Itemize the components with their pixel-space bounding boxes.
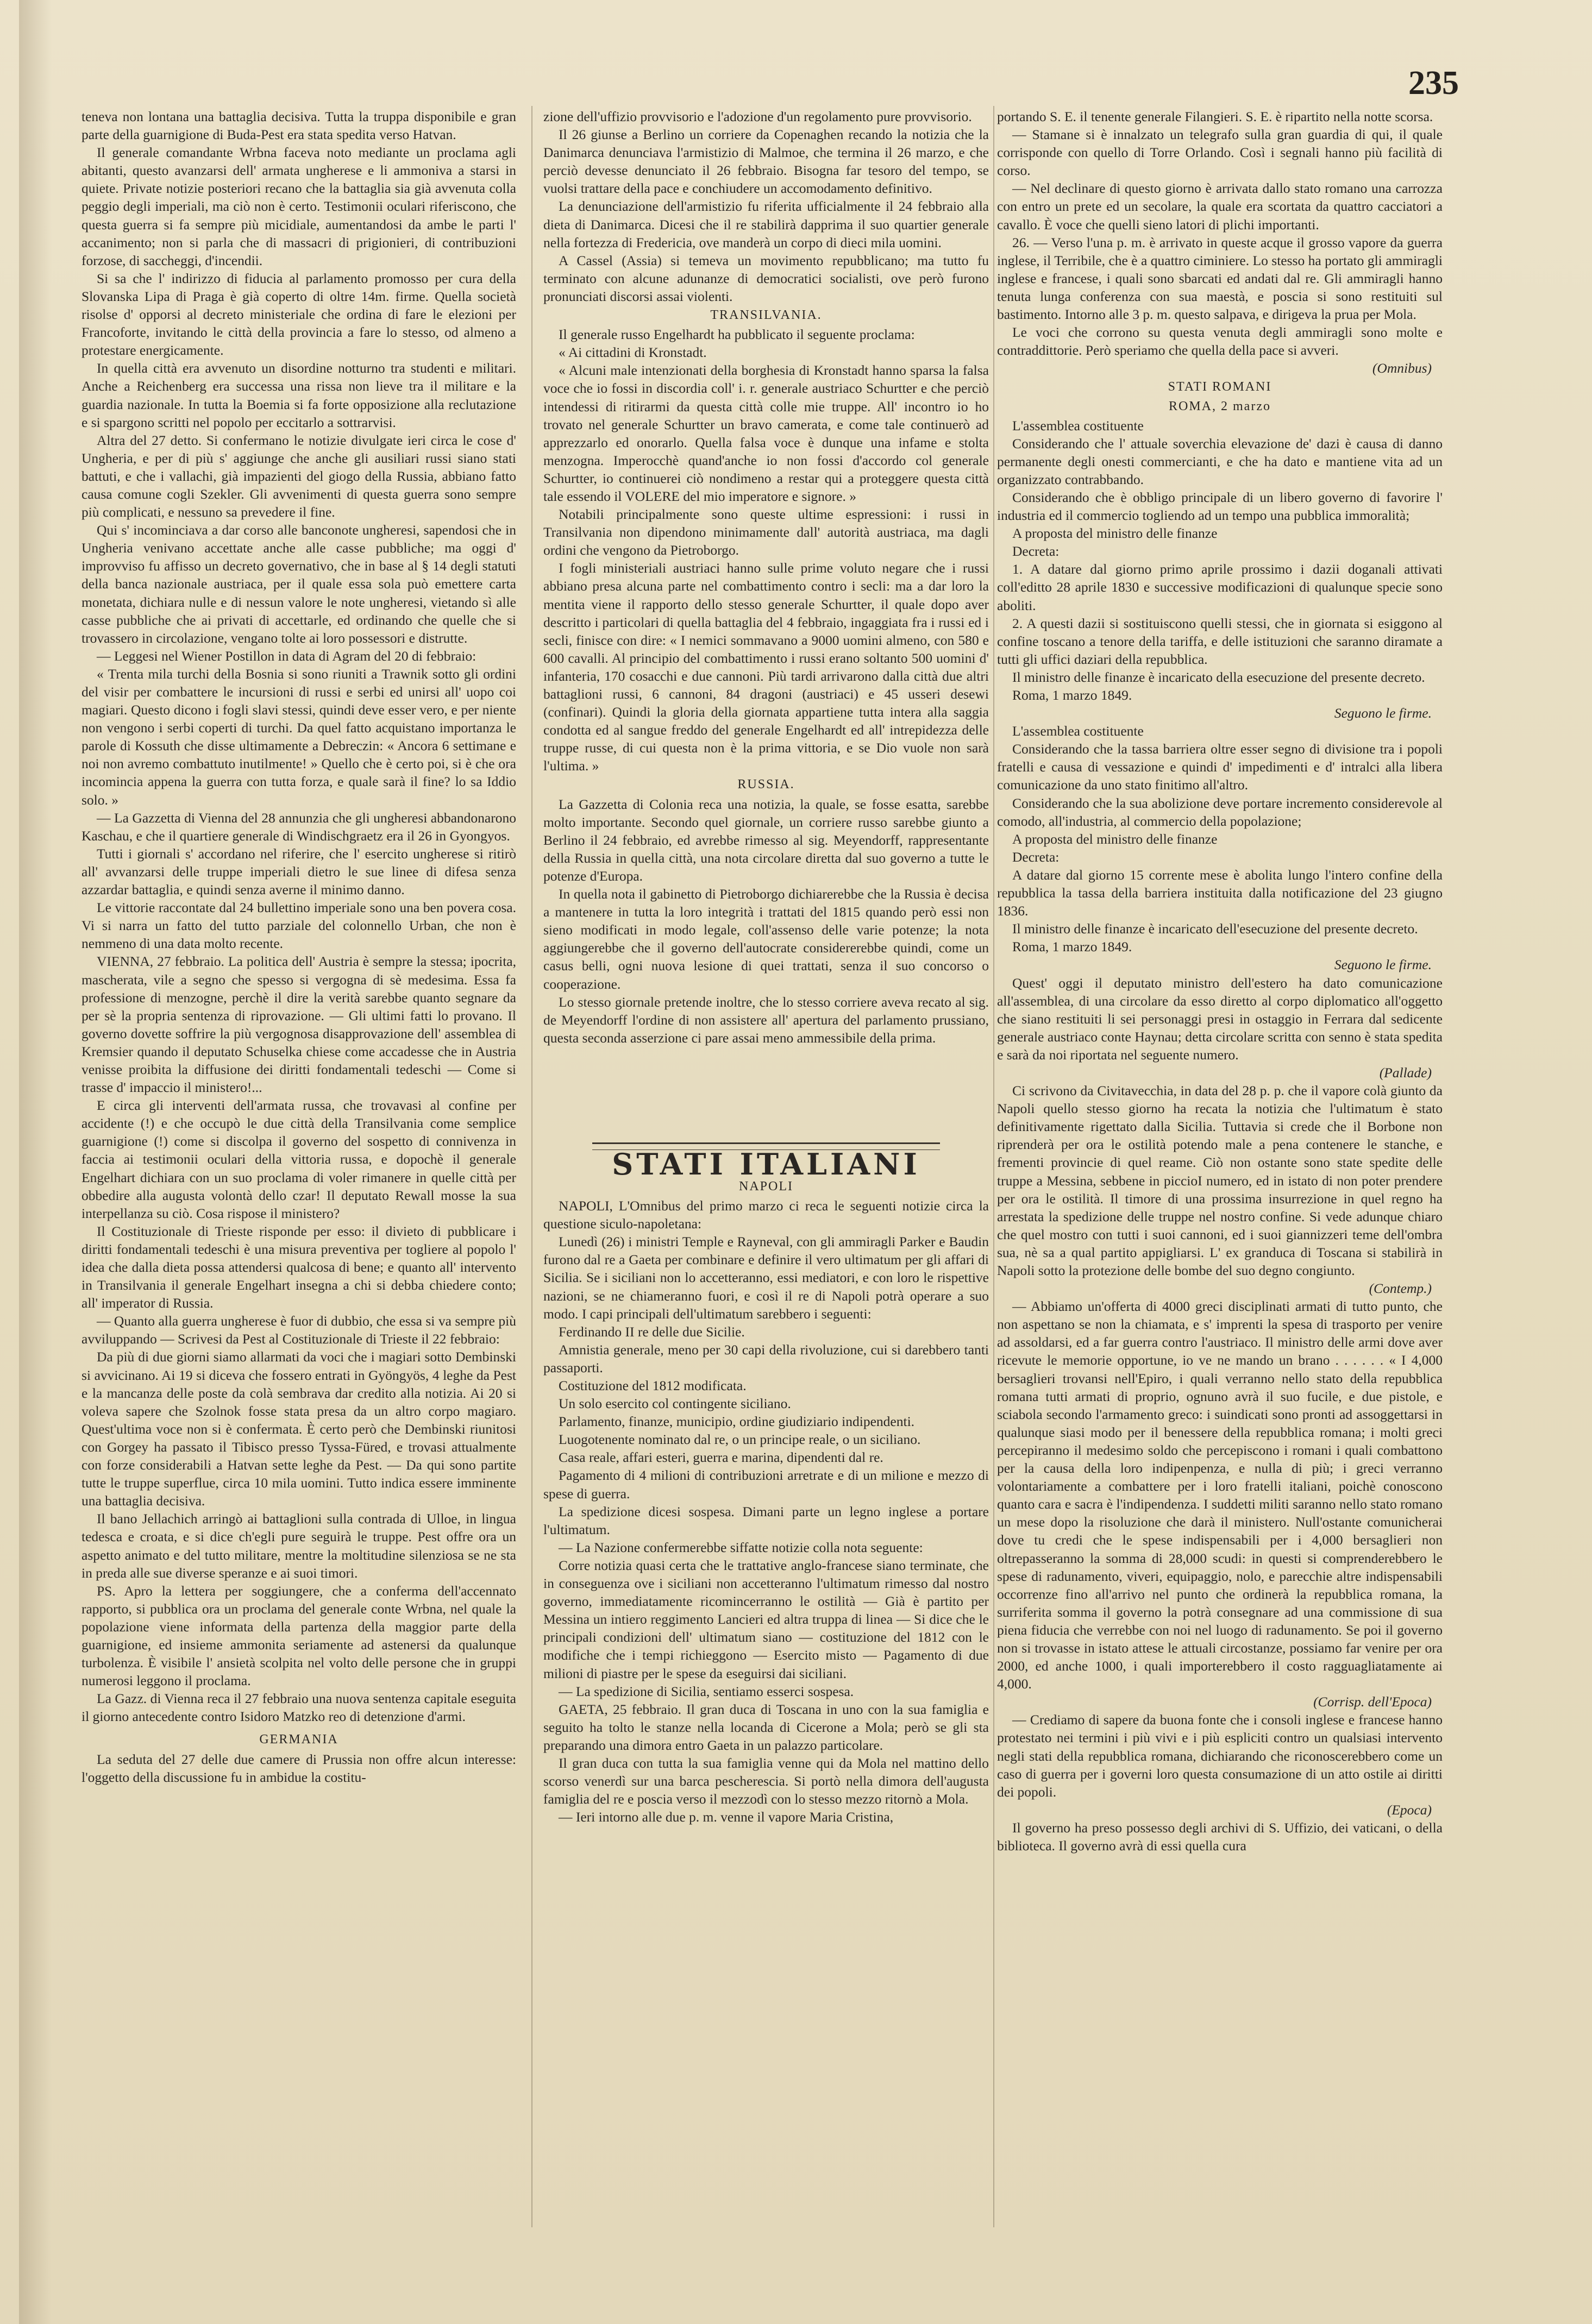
article-paragraph: Corre notizia quasi certa che le trattative anglo-francese siano terminate, che in conseguenza ove i siciliani non accetteranno l'ultimatum rimesso dal nostro governo, immediatamente ricomincerranno le ostilità — Già è partito per Messina un intiero reggimento Lancieri ed altra truppa di linea — Si dice che le principali condizioni dell' ultimatum siano — costituzione del 1812 con le modifiche che i tempi richieggono — Esercito misto — Pagamento di due milioni di piastre per le spese da eseguirsi dai siciliani. xyxy=(543,1557,989,1681)
section-heading-transilvania: TRANSILVANIA. xyxy=(710,308,822,323)
article-paragraph: Costituzione del 1812 modificata. xyxy=(559,1378,747,1393)
article-paragraph: Altra del 27 detto. Si confermano le notizie divulgate ieri circa le cose d' Ungheria, e per di più s' aggiunge che anche gli ausiliari russi siano stati battuti, e che i vallachi, già impazienti del giogo della Russia, abbiano fatto causa comune cogli Szekler. Gli avvenimenti di questa guerra sono sempre più complicati, e nessuno sa prevedere il fine. xyxy=(82,432,516,520)
article-paragraph: 2. A questi dazii si sostituiscono quelli stessi, che in giornata si esiggono al confine toscano a tenore della tariffa, e delle istituzioni che saranno diramate a tutti gli uffici daziari della repubblica. xyxy=(997,615,1443,667)
article-paragraph: GAETA, 25 febbraio. Il gran duca di Toscana in uno con la sua famiglia e seguito ha tolto le stanze nella locanda di Cicerone a Mola; però se gli sta preparando una dimora entro Gaeta in un palazzo particolare. xyxy=(543,1701,989,1753)
article-paragraph: Considerando che la sua abolizione deve portare incremento considerevole al comodo, all'industria, al commercio della popolazione; xyxy=(997,795,1443,829)
column-2-paragraphs-b xyxy=(543,325,989,775)
article-paragraph: Il Costituzionale di Trieste risponde per esso: il divieto di pubblicare i diritti fondamentali tedeschi è una misura preventiva per togliere al popolo l' idea che dalla dieta possa attendersi qualcosa di bene; e quanto all' intervento in Transilvania il generale Engelhart insegna a chi si debba chiedere conto; all' imperator di Russia. xyxy=(82,1223,516,1311)
section-heading-stati-romani: STATI ROMANI xyxy=(1168,380,1272,394)
article-paragraph: « Ai cittadini di Kronstadt. xyxy=(559,344,707,361)
article-paragraph: Un solo esercito col contingente siciliano. xyxy=(559,1396,791,1412)
column-1 xyxy=(82,108,516,1786)
article-paragraph: — La Nazione confermerebbe siffatte notizie colla nota seguente: xyxy=(559,1539,923,1555)
column-3-paragraphs-g xyxy=(997,1711,1443,1800)
article-paragraph: Si sa che l' indirizzo di fiducia al parlamento promosso per cura della Slovanska Lipa di Praga è già coperto di oltre 14m. firme. Quella società risolse d' opporsi al decreto ministeriale che ordina di fare le elezioni per Francoforte, invitando le città della provincia a fare lo stesso, od almeno a protestare energicamente. xyxy=(82,270,516,359)
article-paragraph: Il generale comandante Wrbna faceva noto mediante un proclama agli abitanti, questo avanzarsi dell' armata ungherese e li ammoniva a starsi in quiete. Private notizie posteriori recano che la battaglia sia già avvenuta colla peggio degli imperiali, ma ciò non è certo. Testimonii oculari riferiscono, che questa guerra si fa sempre più micidiale, aumentandosi da ambe le parti l' accanimento; non si parla che di massacri di prigionieri, di contribuzioni forzose, di saccheggi, d'incendii. xyxy=(82,145,516,268)
column-3-paragraphs-e xyxy=(997,1082,1443,1279)
column-3-paragraphs-f xyxy=(997,1297,1443,1693)
column-rule xyxy=(993,106,994,2227)
article-paragraph: Amnistia generale, meno per 30 capi della rivoluzione, cui si darebbero tanti passaporti. xyxy=(543,1341,989,1375)
column-3-paragraphs-d xyxy=(997,974,1443,1064)
article-paragraph: A proposta del ministro delle finanze xyxy=(1012,525,1218,542)
column-2-paragraphs-d xyxy=(543,1197,989,1826)
article-paragraph: Il bano Jellachich arringò ai battaglioni sulla contrada di Ulloe, in lingua tedesca e croata, e si dice ch'egli pure seguirà le truppe. Pest offre ora un aspetto animato e del tutto militare, mentre la moltitudine silenziosa se ne sta in preda alle sue diverse speranze e ai suoi timori. xyxy=(82,1511,516,1581)
article-paragraph: — Leggesi nel Wiener Postillon in data di Agram del 20 di febbraio: xyxy=(97,648,477,664)
article-paragraph: Parlamento, finanze, municipio, ordine giudiziario indipendenti. xyxy=(559,1414,915,1430)
article-paragraph: Il ministro delle finanze è incaricato della esecuzione del presente decreto. xyxy=(1012,669,1425,685)
article-paragraph: Le voci che corrono su questa venuta degli ammiragli sono molte e contraddittorie. Però speriamo che quella della pace si avveri. xyxy=(997,324,1443,359)
column-2 xyxy=(543,108,989,1826)
assemblea-heading-2: L'assemblea costituente xyxy=(1012,723,1144,739)
article-paragraph: NAPOLI, L'Omnibus del primo marzo ci reca le seguenti notizie circa la questione siculo-napoletana: xyxy=(543,1198,989,1232)
column-3-paragraphs-b xyxy=(997,435,1443,704)
article-paragraph: — La spedizione di Sicilia, sentiamo esserci sospesa. xyxy=(559,1683,854,1699)
article-paragraph: La Gazz. di Vienna reca il 27 febbraio una nuova sentenza capitale eseguita il giorno antecedente contro Isidoro Matzko reo di detenzione d'armi. xyxy=(82,1691,516,1725)
article-paragraph: Notabili principalmente sono queste ultime espressioni: i russi in Transilvania non dipendono minimamente dall' autorità austriaca, ma dagli ordini che vengono da Pietroborgo. xyxy=(543,506,989,558)
article-paragraph: La spedizione dicesi sospesa. Dimani parte un legno inglese a portare l'ultimatum. xyxy=(543,1503,989,1537)
article-paragraph: Decreta: xyxy=(1012,849,1060,865)
article-paragraph: A Cassel (Assia) si temeva un movimento repubblicano; ma tutto fu terminato con alcune adunanze di democratici socialisti, ove però furono pronunciati discorsi assai violenti. xyxy=(543,252,989,304)
article-paragraph: A proposta del ministro delle finanze xyxy=(1012,831,1218,847)
column-3-paragraphs-c xyxy=(997,740,1443,956)
article-paragraph: Considerando che è obbligo principale di un libero governo di favorire l' industria ed il commercio togliendo ad un tempo una pubblica immoralità; xyxy=(997,489,1443,524)
column-rule xyxy=(531,106,532,2227)
section-heading-stati-italiani: STATI ITALIANI xyxy=(612,1146,920,1182)
column-2-paragraphs-c xyxy=(543,795,989,1047)
germania-paragraph: La seduta del 27 delle due camere di Prussia non offre alcun interesse: l'oggetto della discussione fu in ambidue la costitu- xyxy=(82,1751,516,1785)
section-heading-napoli: NAPOLI xyxy=(739,1179,793,1194)
article-paragraph: La denunciazione dell'armistizio fu riferita ufficialmente il 24 febbraio alla dieta di Danimarca. Dicesi che il re stabilirà dapprima il suo quartier generale nella fortezza di Fredericia, ove manderà un corpo di dieci mila uomini. xyxy=(543,198,989,250)
article-paragraph: Il governo ha preso possesso degli archivi di S. Uffizio, dei vaticani, o della biblioteca. Il governo avrà di essi quella cura xyxy=(997,1819,1443,1854)
article-paragraph: — Quanto alla guerra ungherese è fuor di dubbio, che essa si va sempre più avviluppando — Scrivesi da Pest al Costituzionale di Trieste il 22 febbraio: xyxy=(82,1313,516,1347)
source-pallade: (Pallade) xyxy=(1379,1064,1432,1081)
article-paragraph: Considerando che la tassa barriera oltre esser segno di divisione tra i popoli fratelli e causa di vessazione e quindi d' impedimenti e d' intralci alla libera comunicazione da uno stato finitimo all'altro. xyxy=(997,741,1443,793)
article-paragraph: Le vittorie raccontate dal 24 bullettino imperiale sono una ben povera cosa. Vi si narra un fatto del tutto parziale del colonnello Urban, che non è nemmeno di una data molto recente. xyxy=(82,900,516,952)
source-epoca-1: (Corrisp. dell'Epoca) xyxy=(1313,1694,1432,1710)
article-paragraph: 1. A datare dal giorno primo aprile prossimo i dazii doganali attivati coll'editto 28 aprile 1830 e successive modificazioni di qualunque specie sono aboliti. xyxy=(997,561,1443,613)
article-paragraph: zione dell'uffizio provvisorio e l'adozione d'un regolamento pure provvisorio. xyxy=(543,109,972,124)
source-epoca-2: (Epoca) xyxy=(1387,1801,1432,1818)
article-paragraph: — Stamane si è innalzato un telegrafo sulla gran guardia di qui, il quale corrisponde con quello di Torre Orlando. Così i segnali hanno più facilità di corso. xyxy=(997,127,1443,179)
column-3 xyxy=(997,108,1443,1855)
article-paragraph: teneva non lontana una battaglia decisiva. Tutta la truppa disponibile e gran parte della guarnigione di Buda-Pest era stata spedita verso Hatvan. xyxy=(82,109,516,143)
article-paragraph: In quella città era avvenuto un disordine notturno tra studenti e militari. Anche a Reichenberg era successa una rissa non lieve tra il militare e la guardia nazionale. In tutta la Boemia si fa forte opposizione alla reclutazione e si spargono scritti nel popolo per eccitarlo a sottrarvisi. xyxy=(82,360,516,430)
article-paragraph: PS. Apro la lettera per soggiungere, che a conferma dell'accennato rapporto, si pubblica ora un proclama del generale conte Wrbna, nel quale la popolazione viene informata della partenza della maggior parte della guarnigione, ed insieme ammonita seriamente ad astenersi da qualunque turbolenza. È visibile l' ansietà scolpita nel volto delle persone che in gruppi numerosi leggono il proclama. xyxy=(82,1582,516,1689)
article-paragraph: A datare dal giorno 15 corrente mese è abolita lungo l'intero confine della repubblica la tassa della barriera instituita dalla notificazione del 23 giugno 1836. xyxy=(997,866,1443,919)
article-paragraph: Lo stesso giornale pretende inoltre, che lo stesso corriere aveva recato al sig. de Meyendorff l'ordine di non assistere all' apertura del parlamento prussiano, questa seconda asserzione ci pare assai meno ammessibile della prima. xyxy=(543,994,989,1046)
article-paragraph: Il generale russo Engelhardt ha pubblicato il seguente proclama: xyxy=(559,326,915,343)
source-omnibus: (Omnibus) xyxy=(1372,360,1432,376)
article-paragraph: Luogotenente nominato dal re, o un principe reale, o un siciliano. xyxy=(559,1431,921,1448)
column-1-paragraphs xyxy=(82,108,516,1725)
article-paragraph: Tutti i giornali s' accordano nel riferire, che l' esercito ungherese si ritirò all' avvanzarsi delle truppe imperiali dietro le sue linee di difesa senza azzardar battaglia, e quindi senza averne il minimo danno. xyxy=(82,845,516,898)
article-paragraph: 26. — Verso l'una p. m. è arrivato in queste acque il grosso vapore da guerra inglese, il Terribile, che è a quattro ciminiere. Lo stesso ha portato gli ammiragli inglese e francese, i quali sono sbarcati ed andati dal re. Gli ammiragli hanno tenuta lunga conferenza con sua maestà, e poscia si sono restituiti sul bastimento. Intorno alle 3 p. m. questo salpava, e dirigeva la prua per Mola. xyxy=(997,234,1443,323)
article-paragraph: Casa reale, affari esteri, guerra e marina, dipendenti dal re. xyxy=(559,1449,883,1466)
article-paragraph: « Alcuni male intenzionati della borghesia di Kronstadt hanno sparsa la falsa voce che io fossi in discordia coll' i. r. generale austriaco Schurtter e che perciò intendessi di ritirarmi da questa città colle mie truppe. All' incontro io ho trovato nel generale Schurtter un bravo camerata, e come tale continuerò ad apprezzarlo ed onorarlo. Quella falsa voce è dunque una infame e stolta menzogna. Imperocchè quand'anche io non fossi d'accordo col generale Schurtter, io continuerei ciò nondimeno a restar qui a proteggere questa città tale essendo il VOLERE del mio imperatore e signore. » xyxy=(543,362,989,504)
article-paragraph: Ci scrivono da Civitavecchia, in data del 28 p. p. che il vapore colà giunto da Napoli quello stesso giorno ha recata la notizia che l'ultimatum è stato definitivamente rigettato dalla Sicilia. Tuttavia si crede che il Borbone non riprenderà per ora le ostilità potendo male a pena contenere le stanche, e frementi provincie di quel reame. Ciò non ostante sono state spedite delle truppe a Messina, sebbene in piccioI numero, ed in istato di non poter prendere per ora le ostilità. Il timore di una prossima insurrezione in quel regno ha arrestata la spedizione delle truppe nel nostro confine. Si vede adunque chiaro che quel mostro con tutti i suoi cannoni, ed i suoi giannizzeri teme dell'ombra sua, nè sa a qual partito appigliarsi. L' ex granduca di Toscana si stabilirà in Napoli sotto la protezione delle bombe del suo degno congiunto. xyxy=(997,1083,1443,1278)
article-paragraph: VIENNA, 27 febbraio. La politica dell' Austria è sempre la stessa; ipocrita, mascherata, vile a segno che spesso si vergogna di sè medesima. Essa fa professione di menzogne, perchè il dire la verità sarebbe quanto segnare da per sè la propria sentenza di riprovazione. — Gli ultimi fatti lo provano. Il governo dovette soffrire la più vergognosa disapprovazione dell' assemblea di Kremsier quando il deputato Schuselka chiese come accadesse che in Austria venisse proibita la diffusione dei diritti fondamentali tedeschi — Come si trasse d' impaccio il ministero!... xyxy=(82,953,516,1096)
article-paragraph: Pagamento di 4 milioni di contribuzioni arretrate e di un milione e mezzo di spese di guerra. xyxy=(543,1467,989,1502)
section-heading-germania: GERMANIA xyxy=(259,1732,339,1747)
column-3-paragraphs-h xyxy=(997,1819,1443,1855)
signature-line-2: Seguono le firme. xyxy=(1334,957,1432,973)
article-paragraph: Da più di due giorni siamo allarmati da voci che i magiari sotto Dembinski si avvicinano. Ai 19 si diceva che fossero entrati in Gyöngyös, 4 leghe da Pest e la mancanza delle poste da colà sembrava dar credito alla notizia. Ai 20 si voleva sapere che Szolnok fosse stata presa da un altro corpo magiaro. Quest'ultima voce non si è confermata. È certo però che Dembinski riunitosi con Gorgey ha passato il Tibisco presso Tyssa-Füred, e trovasi attualmente con forze considerabili a Hatvan sette leghe da Pest. — Da qui sono partite tutte le truppe superflue, circa 10 mila uomini. Tutto indica essere imminente una battaglia decisiva. xyxy=(82,1349,516,1509)
article-paragraph: — La Gazzetta di Vienna del 28 annunzia che gli ungheresi abbandonarono Kaschau, e che il quartiere generale di Windischgraetz era il 26 in Gyongyos. xyxy=(82,809,516,844)
article-paragraph: La Gazzetta di Colonia reca una notizia, la quale, se fosse esatta, sarebbe molto importante. Secondo quel giornale, un corriere russo sarebbe giunto a Berlino il 24 febbraio, ed avrebbe rimesso al sig. Meyendorff, rappresentante della Russia in quella città, una nota circolare diretta dal suo governo a tutte le potenze d'Europa. xyxy=(543,796,989,884)
article-paragraph: Quest' oggi il deputato ministro dell'estero ha dato comunicazione all'assemblea, di una circolare da esso diretto al corpo diplomatico all'oggetto che siano restituiti li sei personaggi presi in ostaggio in Ferrara dal sedicente generale austriaco conte Haynau; detta circolare scritta con senno è stata spedita e sarà da noi riportata nel seguente numero. xyxy=(997,975,1443,1063)
article-paragraph: In quella nota il gabinetto di Pietroborgo dichiarerebbe che la Russia è decisa a mantenere in tutta la loro integrità i trattati del 1815 quando però essi non sieno modificati in modo legale, coll'assenso delle varie potenze; la nota aggiungerebbe che il governo dell'autocrate considererebbe quindi, come un casus belli, ogni nuova lesione di quei trattati, senza il suo concorso o cooperazione. xyxy=(543,886,989,992)
article-paragraph: Qui s' incominciava a dar corso alle banconote ungheresi, sapendosi che in Ungheria venivano accettate anche alle casse pubbliche; ma oggi d' improvviso fu affisso un decreto governativo, che in base al § 14 degli statuti della banca nazionale austriaca, per il quale essa sola può emettere carta monetata, dichiara nulle e di nessun valore le note ungheresi, vietando sì alle casse pubbliche che ai privati di accettarle, ed ordinando che quelle che si trovassero in circolazione, vengano tolte ai loro possessori e distrutte. xyxy=(82,522,516,646)
article-paragraph: Il ministro delle finanze è incaricato dell'esecuzione del presente decreto. xyxy=(1012,921,1418,937)
article-paragraph: Ferdinando II re delle due Sicilie. xyxy=(559,1323,745,1340)
article-paragraph: portando S. E. il tenente generale Filangieri. S. E. è ripartito nella notte scorsa. xyxy=(997,109,1433,124)
section-heading-russia: RUSSIA. xyxy=(737,777,795,792)
article-paragraph: Considerando che l' attuale soverchia elevazione de' dazi è causa di danno permanente degli onesti commercianti, e che ha dato e mantiene vita ad un organizzato contrabbando. xyxy=(997,435,1443,487)
article-paragraph: Lunedì (26) i ministri Temple e Rayneval, con gli ammiragli Parker e Baudin furono dal re a Gaeta per combinare e definire il vero ultimatum per gli affari di Sicilia. Se i siciliani non lo accetteranno, essi mediatori, e con loro le rispettive nazioni, se ne chiameranno fuori, e così il re di Napoli potrà operare a suo modo. I capi principali dell'ultimatum sarebbero i seguenti: xyxy=(543,1234,989,1322)
column-3-paragraphs-a xyxy=(997,108,1443,359)
signature-line-1: Seguono le firme. xyxy=(1334,705,1432,721)
dateline-roma: ROMA, 2 marzo xyxy=(1169,399,1271,413)
article-paragraph: E circa gli interventi dell'armata russa, che trovavasi al confine per accidente (!) e che occupò le due città della Transilvania come semplice guarnigione (!) come si discolpa il governo del sospetto di connivenza in faccia ai testimonii oculari della vittoria russa, e dopochè il generale Engelhart dichiara con un suo proclama di voler rimanere in quelle città per obbedire alla augusta volontà dello czar! Il deputato Rewall mosse la sua interpellanza su ciò. Cosa rispose il ministero? xyxy=(82,1097,516,1221)
article-paragraph: Decreta: xyxy=(1012,543,1060,560)
page-fold-shadow xyxy=(19,0,52,2324)
article-paragraph: — Crediamo di sapere da buona fonte che i consoli inglese e francese hanno protestato nei termini i più vivi e i più espliciti contro un qualsiasi intervento negli stati della repubblica romana, dichiarando che riconoscerebbero come un caso di guerra per i governi loro questa consumazione di un atto ostile ai diritti dei popoli. xyxy=(997,1712,1443,1800)
article-paragraph: I fogli ministeriali austriaci hanno sulle prime voluto negare che i russi abbiano presa alcuna parte nel combattimento contro i secli: ma a dar loro la mentita viene il rapporto dello stesso generale Schurtter, il quale dopo aver descritto i particolari di quella battaglia del 4 febbraio, ingaggiata fra i russi ed i secli, finisce con dire: « I nemici sommavano a 9000 uomini almeno, con 580 e 600 cavalli. Al principio del combattimento i russi erano soltanto 500 uomini d' infanteria, 170 cosacchi e due cannoni. Più tardi arrivarono dalla città due altri battaglioni russi, 6 cannoni, 84 dragoni (austriaci) e 45 usseri desewi (confinari). Quindi la gloria della giornata appartiene tutta intera alla saggia condotta ed al sangue freddo del generale Engelhardt ed all' intrepidezza delle truppe russe, di cui questa non è la prima vittoria, e se Dio vuole non sarà l'ultima. » xyxy=(543,560,989,774)
page-number: 235 xyxy=(1408,65,1459,102)
article-paragraph: Il gran duca con tutta la sua famiglia venne qui da Mola nel mattino dello scorso venerdì sur una barca pescherescia. Si portò nella dimora dell'augusta famiglia del re e poscia verso il mezzodì con lo stesso mezzo ritornò a Mola. xyxy=(543,1755,989,1807)
article-paragraph: Roma, 1 marzo 1849. xyxy=(1012,687,1132,703)
article-paragraph: Il 26 giunse a Berlino un corriere da Copenaghen recando la notizia che la Danimarca denunciava l'armistizio di Malmoe, che termina il 26 marzo, e che perciò devesse denunciato il 26 febbraio. Bisogna far tesoro del tempo, se vuolsi trattare della pace e conchiudere un accomodamento definitivo. xyxy=(543,127,989,197)
article-paragraph: Roma, 1 marzo 1849. xyxy=(1012,939,1132,955)
column-2-paragraphs-a xyxy=(543,108,989,305)
article-paragraph: « Trenta mila turchi della Bosnia si sono riuniti a Trawnik sotto gli ordini del visir per combattere le incursioni di russi e serbi ed unirsi all' uopo coi magiari. Questo dicono i fogli slavi stessi, quindi deve esser vero, e per niente non vengono i serbi coperti di turchi. Da quel fatto acquistano importanza le parole di Kossuth che disse ultimamente a Debreczin: « Ancora 6 settimane e noi non avremo combattuto inutilmente! » Quello che è certo poi, si è che ora incomincia appena la guerra con tutta forza, e quale sarà il fine? lo sa Iddio solo. » xyxy=(82,665,516,808)
article-paragraph: — Abbiamo un'offerta di 4000 greci disciplinati armati di tutto punto, che non aspettano se non la chiamata, e s' imprenti la spesa di trasporto per venire ad assoldarsi, ed a far guerra contro l'austriaco. Il ministro delle armi dove aver ricevute le memorie opportune, io ve ne mando un brano . . . . . . « I 4,000 bersaglieri trovansi nell'Epiro, i quali verranno nello stato della repubblica romana tutti armati di proprio, ognuno avrà il suo fucile, e due pistole, e sciabola secondo l'armamento greco: i suindicati sono pronti ad assoggettarsi in qualunque siasi modo per il benessere della repubblica romana; i molti greci percepiranno il medesimo soldo che percepiscono i romani i quali combattono per la causa della loro indipenpenza, e nulla di più; i greci verranno volontariamente a combattere per i loro fratelli italiani, poichè conoscono quanto cara e sacra è l'indipendenza. I suddetti militi saranno nello stato romano un mese dopo la risoluzione che darà il ministero. Null'ostante comunicherai dove tu credi che le spese indispensabili per i 4,000 bersaglieri non oltrepasseranno la somma di 28,000 scudi: in questi si comprenderebbero le spese di radunamento, viveri, equipaggio, nolo, e parecchie altre indispensabili occorrenze fino all'arrivo nel punto che ordinerà la repubblica romana, la surriferita somma il governo la potrà consegnare ad una commissione di sua piena fiducia che verrebbe con noi nel luogo di radunamento. Se poi il governo non si trovasse in istato attese le attuali circostanze, possiamo far venire per ora 2000, ed anche 1000, i quali importerebbero il costo ragguagliatamente ai 4,000. xyxy=(997,1298,1443,1692)
article-paragraph: — Ieri intorno alle due p. m. venne il vapore Maria Cristina, xyxy=(559,1809,894,1825)
article-paragraph: — Nel declinare di questo giorno è arrivata dallo stato romano una carrozza con entro un prete ed un secolare, la quale era scortata da quattro cacciatori a cavallo. È voce che quelli sieno latori di plichi importanti. xyxy=(997,180,1443,233)
source-contemp: (Contemp.) xyxy=(1369,1280,1432,1297)
assemblea-heading-1: L'assemblea costituente xyxy=(1012,417,1144,434)
